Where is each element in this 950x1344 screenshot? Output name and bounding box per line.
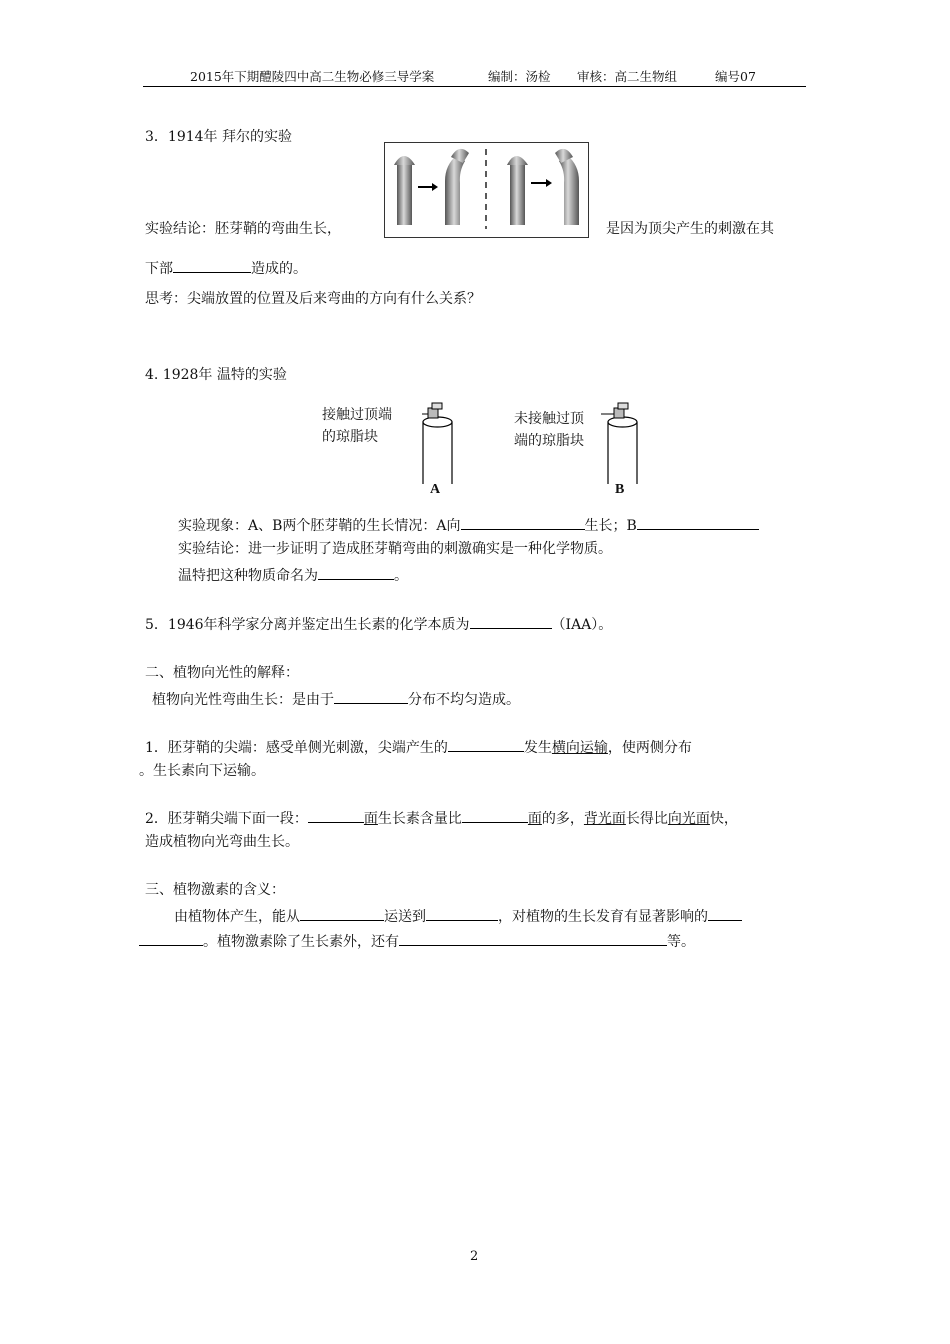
part2-p2-a: 2．胚芽鞘尖端下面一段： (145, 811, 308, 827)
part2-p2-j: 造成植物向光弯曲生长。 (145, 834, 299, 850)
fill-blank[interactable] (470, 614, 552, 629)
fig-label-a1: 接触过顶端 (322, 407, 392, 423)
fill-blank[interactable] (139, 931, 203, 946)
part3-l2-a: 。植物激素除了生长素外，还有 (203, 934, 399, 950)
section3-conclusion-c1: 下部 (145, 261, 173, 277)
fill-blank[interactable] (448, 737, 524, 752)
fill-blank[interactable] (399, 931, 667, 946)
fig-label-b1: 未接触过顶 (514, 411, 584, 427)
fill-blank[interactable] (334, 689, 408, 704)
part2-p2-e: 的多， (541, 811, 584, 827)
fig-caption-a: A (430, 482, 441, 497)
section4-name-b: 。 (394, 568, 408, 584)
part2-p2-h: 向光面 (667, 811, 710, 827)
boysen-jensen-figure (384, 142, 589, 238)
part2-p1-b: 发生 (523, 740, 552, 756)
fill-blank[interactable] (173, 258, 251, 273)
part2-line1-a: 植物向光性弯曲生长：是由于 (152, 692, 334, 708)
fill-blank[interactable] (300, 906, 384, 921)
part3-heading: 三、植物激素的含义： (145, 882, 285, 898)
section3-conclusion-a: 实验结论：胚芽鞘的弯曲生长， (145, 221, 341, 237)
part2-p1-d: ，使两侧分布 (607, 740, 692, 756)
fill-blank[interactable] (308, 808, 364, 823)
fill-blank[interactable] (426, 906, 498, 921)
section4-phen-a: 实验现象：A、B两个胚芽鞘的生长情况：A向 (178, 518, 461, 534)
header-reviewer: 审核：高二生物组 (577, 69, 678, 84)
part2-p1-e: 。生长素向下运输。 (139, 763, 265, 779)
section4-phen-b: 生长；B (584, 518, 637, 534)
part2-p1-c: 横向运输 (551, 740, 608, 756)
part2-heading: 二、植物向光性的解释： (145, 665, 299, 681)
fig-caption-b: B (615, 482, 625, 497)
section5-text-b: （IAA）。 (551, 617, 613, 633)
part2-p2-g: 长得比 (625, 811, 668, 827)
part3-l2-b: 等。 (667, 934, 695, 950)
fill-blank[interactable] (461, 515, 585, 530)
part3-l1-c: ，对植物的生长发育有显著影响的 (498, 909, 708, 925)
part3-l1-a: 由植物体产生，能从 (174, 909, 300, 925)
header-rule (143, 86, 806, 87)
page-number: 2 (470, 1249, 479, 1264)
section3-think: 思考：尖端放置的位置及后来弯曲的方向有什么关系？ (145, 291, 481, 307)
fill-blank[interactable] (318, 565, 394, 580)
fill-blank[interactable] (708, 906, 742, 921)
section4-conclusion: 实验结论：进一步证明了造成胚芽鞘弯曲的刺激确实是一种化学物质。 (178, 541, 612, 557)
part2-p2-d: 面 (527, 811, 542, 827)
part2-p1-a: 1．胚芽鞘的尖端：感受单侧光刺激，尖端产生的 (145, 740, 448, 756)
agar-block-diagram (318, 400, 648, 500)
part2-line1-b: 分布不均匀造成。 (408, 692, 520, 708)
header-number: 编号07 (715, 69, 756, 84)
part2-p2-b: 面 (363, 811, 378, 827)
fill-blank[interactable] (637, 515, 759, 530)
header-editor: 编制：汤检 (488, 69, 551, 84)
section3-conclusion-c2: 造成的。 (251, 261, 307, 277)
section5-text-a: 5．1946年科学家分离并鉴定出生长素的化学本质为 (145, 617, 470, 633)
section3-heading: 3．1914年 拜尔的实验 (145, 129, 292, 145)
part2-p2-c: 生长素含量比 (377, 811, 462, 827)
went-figure (318, 400, 648, 500)
part3-l1-b: 运送到 (384, 909, 426, 925)
fig-label-b2: 端的琼脂块 (514, 433, 584, 449)
part2-p2-f: 背光面 (583, 811, 626, 827)
section3-conclusion-b: 是因为顶尖产生的刺激在其 (606, 221, 774, 237)
section4-heading: 4. 1928年 温特的实验 (145, 367, 287, 383)
section4-name-a: 温特把这种物质命名为 (178, 568, 318, 584)
part2-p2-i: 快， (709, 811, 738, 827)
header-title: 2015年下期醴陵四中高二生物必修三导学案 (190, 69, 435, 84)
coleoptile-diagram (385, 143, 588, 237)
fig-label-a2: 的琼脂块 (322, 429, 378, 445)
fill-blank[interactable] (462, 808, 528, 823)
